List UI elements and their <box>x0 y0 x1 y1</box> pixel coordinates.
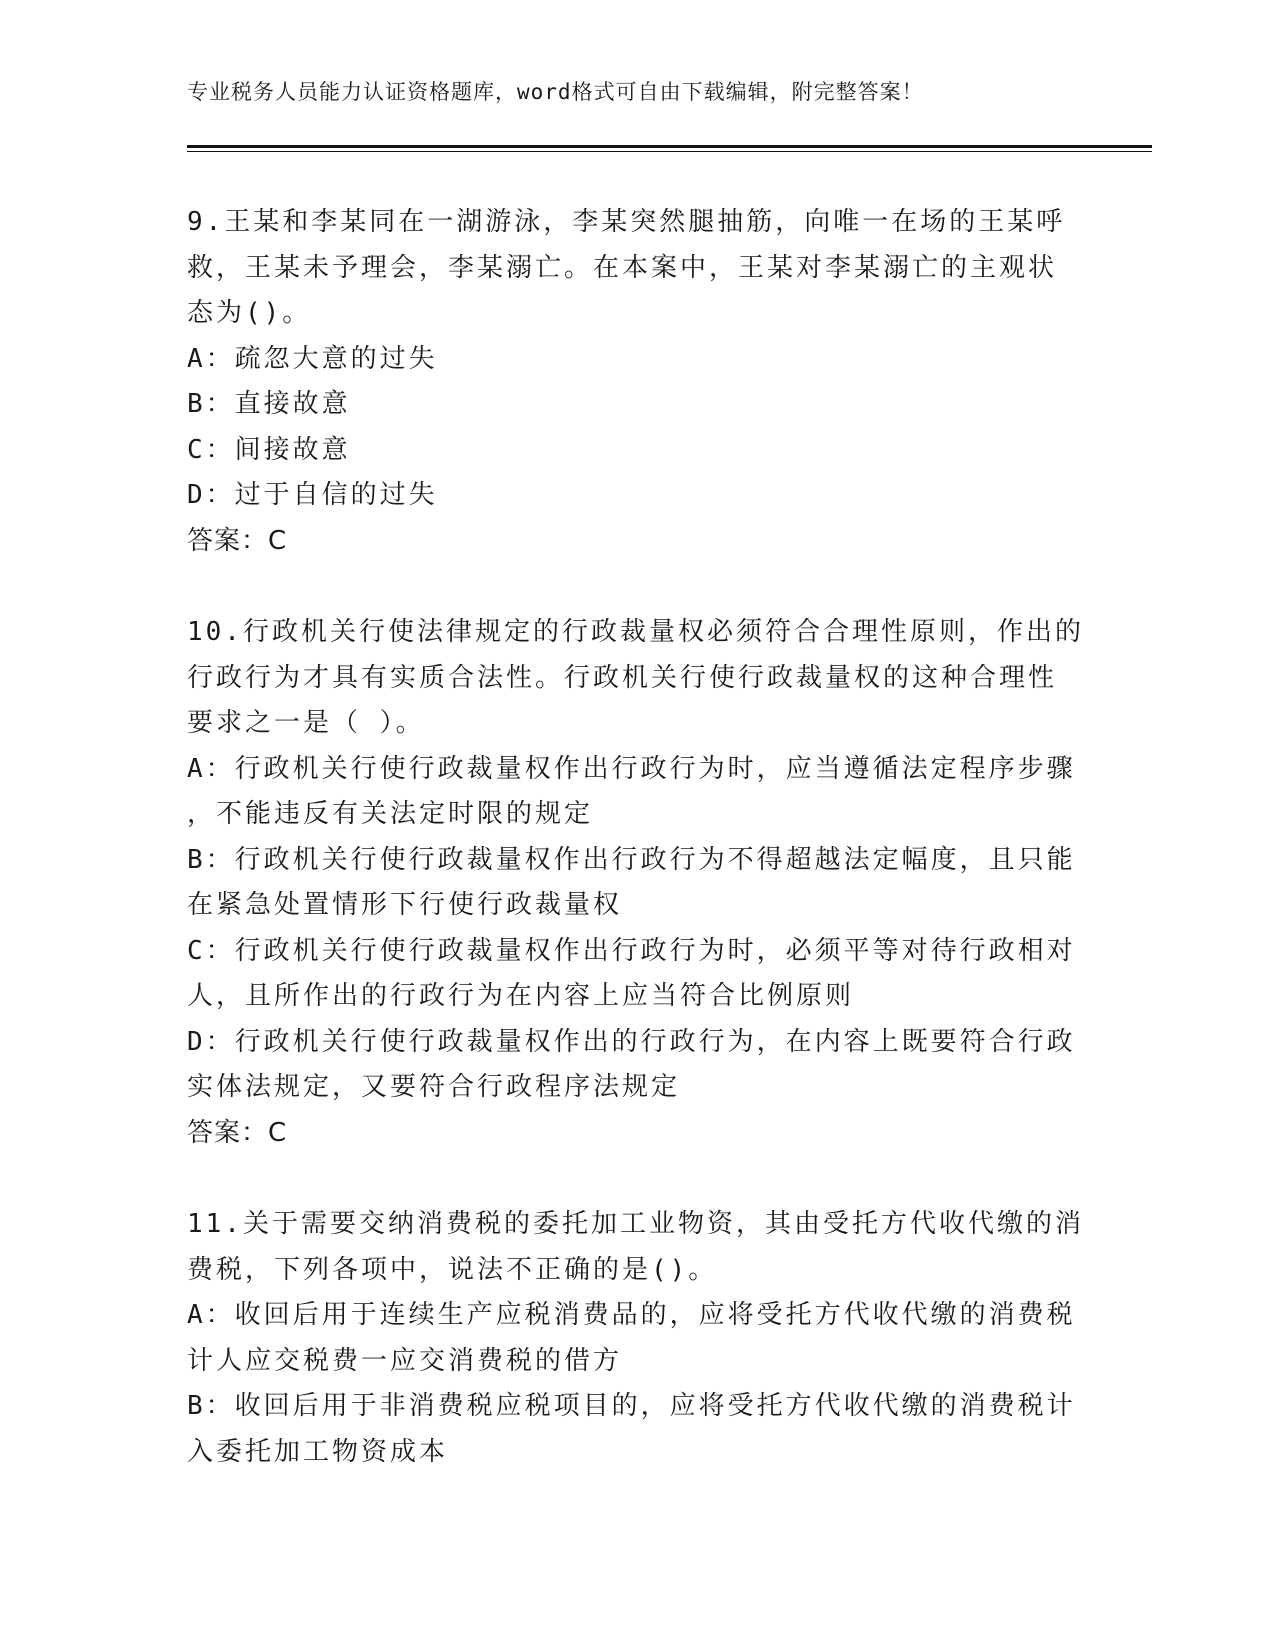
option-b-continued: 入委托加工物资成本 <box>187 1436 449 1467</box>
option-d: D：过于自信的过失 <box>187 480 438 510</box>
option-c: C：行政机关行使行政裁量权作出行政行为时，必须平等对待行政相对 <box>187 935 1076 966</box>
question-text-line: 费税，下列各项中，说法不正确的是()。 <box>187 1254 718 1285</box>
option-b: B：直接故意 <box>187 389 351 419</box>
question-text-line: 11.关于需要交纳消费税的委托加工业物资，其由受托方代收代缴的消 <box>187 1209 1084 1239</box>
option-d: D：行政机关行使行政裁量权作出的行政行为，在内容上既要符合行政 <box>187 1026 1076 1057</box>
question-text-line: 救，王某未予理会，李某溺亡。在本案中，王某对李某溺亡的主观状 <box>187 252 1058 283</box>
option-a-continued: ，不能违反有关法定时限的规定 <box>187 799 594 829</box>
option-a: A：收回后用于连续生产应税消费品的，应将受托方代收代缴的消费税 <box>187 1300 1076 1330</box>
header-divider <box>187 145 1152 148</box>
option-b-continued: 在紧急处置情形下行使行政裁量权 <box>187 890 623 920</box>
page-header: 专业税务人员能力认证资格题库，word格式可自由下载编辑，附完整答案！ <box>187 80 924 104</box>
option-a: A：行政机关行使行政裁量权作出行政行为时，应当遵循法定程序步骤 <box>187 753 1076 784</box>
option-a: A：疏忽大意的过失 <box>187 343 438 374</box>
option-c: C：间接故意 <box>187 434 351 465</box>
question-9 <box>187 200 1087 564</box>
option-d-continued: 实体法规定，又要符合行政程序法规定 <box>187 1072 681 1102</box>
question-text-line: 要求之一是（ ）。 <box>187 708 425 738</box>
question-text-line: 行政行为才具有实质合法性。行政机关行使行政裁量权的这种合理性 <box>187 662 1058 693</box>
question-text-line: 9.王某和李某同在一湖游泳，李某突然腿抽筋，向唯一在场的王某呼 <box>187 207 1066 237</box>
question-10 <box>187 610 1087 1156</box>
option-b: B：收回后用于非消费税应税项目的，应将受托方代收代缴的消费税计 <box>187 1391 1076 1421</box>
question-list <box>187 200 1087 1521</box>
question-text-line: 态为()。 <box>187 298 312 328</box>
answer: 答案：C <box>187 1117 288 1148</box>
question-11 <box>187 1202 1087 1475</box>
question-text-line: 10.行政机关行使法律规定的行政裁量权必须符合合理性原则，作出的 <box>187 617 1084 647</box>
option-a-continued: 计人应交税费一应交消费税的借方 <box>187 1345 623 1376</box>
answer: 答案：C <box>187 525 288 556</box>
option-b: B：行政机关行使行政裁量权作出行政行为不得超越法定幅度，且只能 <box>187 844 1076 875</box>
option-c-continued: 人，且所作出的行政行为在内容上应当符合比例原则 <box>187 981 855 1011</box>
